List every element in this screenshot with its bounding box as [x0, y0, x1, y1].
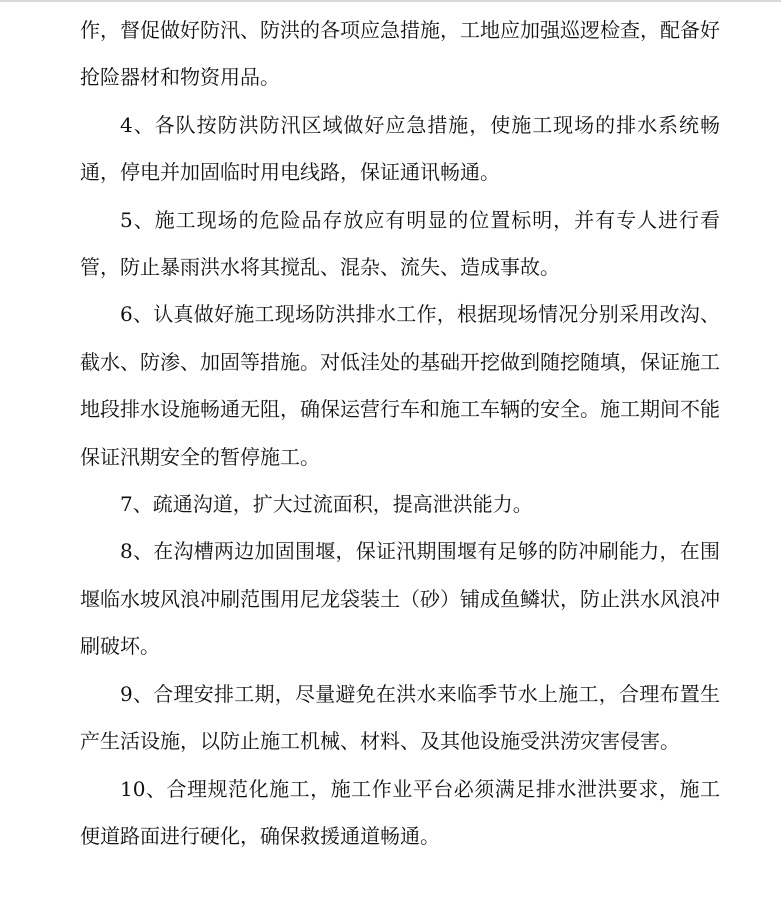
paragraph-item-7: 7、疏通沟道，扩大过流面积，提高泄洪能力。	[120, 492, 533, 517]
paragraph-item-4: 4、各队按防洪防汛区域做好应急措施，使施工现场的排水系统畅通，停电并加固临时用电线路，保证通讯畅通。	[80, 112, 720, 185]
document-page	[80, 0, 720, 860]
paragraph-item-6: 6、认真做好施工现场防洪排水工作，根据现场情况分别采用改沟、截水、防渗、加固等措施。对低洼处的基础开挖做到随挖随填，保证施工地段排水设施畅通无阻，确保运营行车和施工车辆的安全。施工期间不能保证汛期安全的暂停施工。	[80, 302, 720, 469]
paragraph-continuation: 作，督促做好防汛、防洪的各项应急措施，工地应加强巡逻检查，配备好抢险器材和物资用品。	[80, 18, 720, 90]
paragraph-item-8: 8、在沟槽两边加固围堰，保证汛期围堰有足够的防冲刷能力，在围堰临水坡风浪冲刷范围用尼龙袋装土（砂）铺成鱼鳞状，防止洪水风浪冲刷破坏。	[80, 539, 720, 659]
paragraph-item-9: 9、合理安排工期，尽量避免在洪水来临季节水上施工，合理布置生产生活设施，以防止施工机械、材料、及其他设施受洪涝灾害侵害。	[80, 681, 720, 754]
paragraph-item-10: 10、合理规范化施工，施工作业平台必须满足排水泄洪要求，施工便道路面进行硬化，确保救援通道畅通。	[80, 776, 720, 848]
paragraph-item-5: 5、施工现场的危险品存放应有明显的位置标明，并有专人进行看管，防止暴雨洪水将其搅乱、混杂、流失、造成事故。	[80, 207, 720, 280]
